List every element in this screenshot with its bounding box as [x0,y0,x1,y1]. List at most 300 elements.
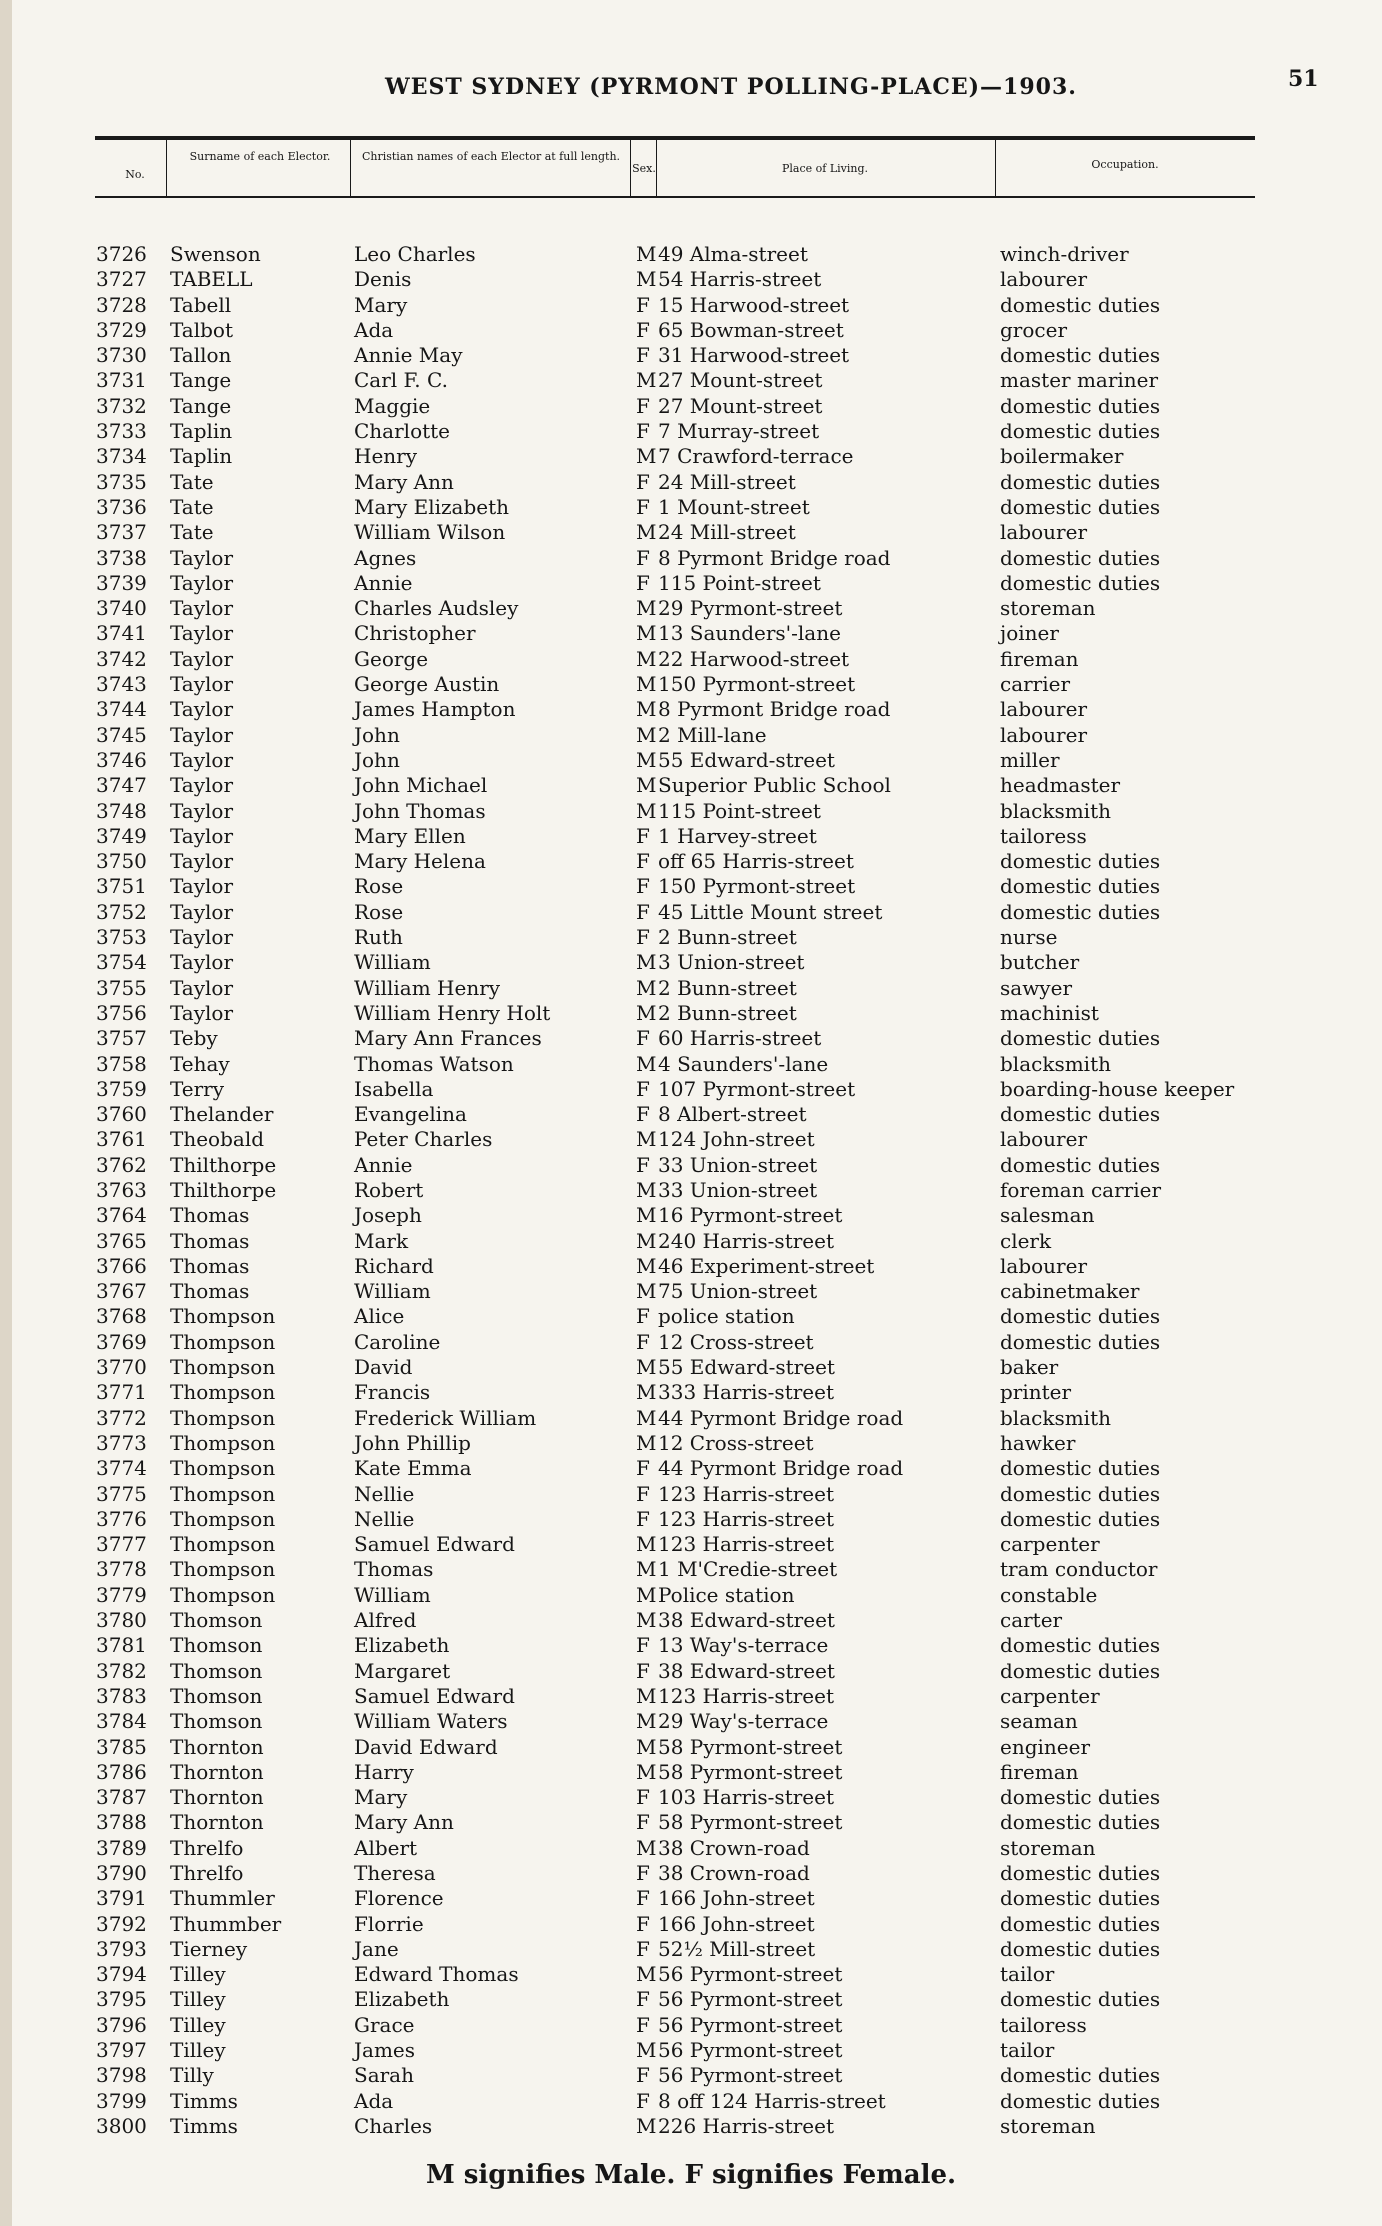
elector-sex: F [636,849,650,874]
elector-sex: F [636,1658,650,1683]
elector-sex: M [636,1405,657,1430]
elector-place-of-living: 15 Harwood-street [658,292,850,317]
elector-christian-names: Richard [354,1253,434,1278]
elector-place-of-living: 56 Pyrmont-street [658,2038,843,2063]
elector-surname: Thompson [170,1405,276,1430]
elector-occupation: boarding-house keeper [1000,1076,1235,1101]
table-row [0,318,1382,343]
elector-sex: M [636,444,657,469]
elector-number: 3733 [96,419,147,444]
elector-place-of-living: 56 Pyrmont-street [658,2012,843,2037]
elector-christian-names: Mary Ann [354,1810,454,1835]
elector-occupation: domestic duties [1000,1810,1161,1835]
elector-sex: F [636,1785,650,1810]
col-header-surname: Surname of each Elector. [189,150,331,163]
elector-place-of-living: 8 Albert-street [658,1102,807,1127]
elector-christian-names: James Hampton [354,697,516,722]
elector-surname: Tilly [170,2063,214,2088]
elector-surname: Tilley [170,2038,226,2063]
elector-number: 3778 [96,1557,147,1582]
elector-surname: Taylor [170,621,234,646]
elector-surname: Thornton [170,1734,264,1759]
elector-place-of-living: 65 Bowman-street [658,317,844,342]
table-row [0,1456,1382,1481]
elector-surname: Thilthorpe [170,1152,277,1177]
table-row [0,1229,1382,1254]
elector-christian-names: Florrie [354,1911,424,1936]
elector-christian-names: Annie [354,570,413,595]
elector-place-of-living: 150 Pyrmont-street [658,874,856,899]
elector-place-of-living: 58 Pyrmont-street [658,1734,843,1759]
elector-place-of-living: 8 off 124 Harris-street [658,2088,886,2113]
elector-number: 3780 [96,1608,147,1633]
elector-occupation: labourer [1000,1127,1088,1152]
elector-place-of-living: 55 Edward-street [658,1355,835,1380]
elector-sex: F [636,1987,650,2012]
elector-christian-names: William Henry [354,975,501,1000]
elector-number: 3795 [96,1987,147,2012]
page-title: WEST SYDNEY (PYRMONT POLLING-PLACE)—1903. [385,74,1077,100]
elector-place-of-living: 1 Mount-street [658,494,810,519]
elector-occupation: domestic duties [1000,1506,1161,1531]
elector-christian-names: Charles [354,2113,433,2138]
elector-sex: F [636,1633,650,1658]
table-row [0,874,1382,899]
elector-sex: M [636,1759,657,1784]
elector-number: 3782 [96,1658,147,1683]
table-row [0,242,1382,267]
table-row [0,293,1382,318]
elector-christian-names: Rose [354,874,404,899]
elector-christian-names: Nellie [354,1481,415,1506]
elector-place-of-living: 27 Mount-street [658,368,823,393]
elector-occupation: domestic duties [1000,1936,1161,1961]
elector-occupation: domestic duties [1000,1861,1161,1885]
elector-surname: Thompson [170,1456,276,1481]
table-row [0,1836,1382,1861]
elector-christian-names: John [354,722,400,747]
elector-occupation: tailoress [1000,823,1087,848]
elector-surname: Tilley [170,1987,226,2012]
elector-number: 3739 [96,570,147,595]
table-row [0,1684,1382,1709]
elector-sex: M [636,747,657,772]
elector-place-of-living: 22 Harwood-street [658,646,850,671]
elector-place-of-living: 103 Harris-street [658,1785,835,1810]
elector-surname: Taylor [170,570,234,595]
elector-surname: Thomson [170,1658,263,1683]
elector-place-of-living: 49 Alma-street [658,242,808,266]
elector-place-of-living: 27 Mount-street [658,393,823,418]
elector-occupation: domestic duties [1000,1886,1161,1911]
elector-number: 3790 [96,1861,147,1885]
elector-sex: F [636,1026,650,1051]
elector-number: 3792 [96,1911,147,1936]
elector-christian-names: John Michael [354,773,488,798]
elector-place-of-living: 115 Point-street [658,798,821,823]
elector-number: 3754 [96,950,147,975]
elector-sex: M [636,1000,657,1025]
elector-number: 3773 [96,1430,147,1455]
table-row [0,1886,1382,1911]
elector-occupation: domestic duties [1000,899,1161,924]
elector-place-of-living: 16 Pyrmont-street [658,1203,843,1228]
elector-occupation: domestic duties [1000,1026,1161,1051]
elector-occupation: domestic duties [1000,2088,1161,2113]
elector-surname: Taylor [170,823,234,848]
elector-number: 3740 [96,596,147,621]
elector-surname: Thomson [170,1608,263,1633]
elector-christian-names: Mark [354,1228,409,1253]
elector-sex: F [636,1102,650,1127]
elector-number: 3744 [96,697,147,722]
elector-christian-names: Charlotte [354,419,451,444]
table-row [0,343,1382,368]
elector-place-of-living: 75 Union-street [658,1279,818,1304]
elector-place-of-living: 52½ Mill-street [658,1936,816,1961]
elector-number: 3751 [96,874,147,899]
table-row [0,520,1382,545]
elector-occupation: winch-driver [1000,242,1129,266]
elector-surname: Thompson [170,1481,276,1506]
elector-occupation: printer [1000,1380,1072,1405]
elector-christian-names: Carl F. C. [354,368,448,393]
elector-occupation: domestic duties [1000,1481,1161,1506]
table-row [0,1254,1382,1279]
elector-sex: M [636,773,657,798]
elector-number: 3758 [96,1051,147,1076]
table-row [0,925,1382,950]
elector-surname: Timms [170,2088,238,2113]
table-row [0,672,1382,697]
elector-surname: Thornton [170,1785,264,1810]
elector-christian-names: James [354,2038,416,2063]
table-row [0,419,1382,444]
elector-place-of-living: 56 Pyrmont-street [658,2063,843,2088]
col-header-christian: Christian names of each Elector at full length. [361,150,621,163]
elector-surname: Thompson [170,1430,276,1455]
elector-christian-names: Maggie [354,393,431,418]
elector-occupation: carpenter [1000,1683,1100,1708]
elector-occupation: salesman [1000,1203,1095,1228]
elector-occupation: tailoress [1000,2012,1087,2037]
elector-sex: M [636,267,657,292]
elector-sex: M [636,697,657,722]
elector-number: 3787 [96,1785,147,1810]
elector-place-of-living: 58 Pyrmont-street [658,1759,843,1784]
elector-place-of-living: 31 Harwood-street [658,343,850,368]
elector-occupation: storeman [1000,596,1096,621]
elector-sex: F [636,1886,650,1911]
elector-place-of-living: 226 Harris-street [658,2113,835,2138]
elector-place-of-living: 54 Harris-street [658,267,822,292]
table-row [0,1077,1382,1102]
elector-number: 3776 [96,1506,147,1531]
table-row [0,647,1382,672]
elector-sex: M [636,1380,657,1405]
elector-christian-names: Harry [354,1759,414,1784]
elector-number: 3771 [96,1380,147,1405]
table-row [0,1380,1382,1405]
elector-sex: F [636,494,650,519]
page-number: 51 [1288,66,1319,92]
table-row [0,1406,1382,1431]
table-row [0,1785,1382,1810]
elector-number: 3765 [96,1228,147,1253]
elector-place-of-living: 7 Murray-street [658,419,820,444]
elector-number: 3798 [96,2063,147,2088]
elector-occupation: domestic duties [1000,570,1161,595]
table-row [0,1127,1382,1152]
table-row [0,748,1382,773]
elector-number: 3748 [96,798,147,823]
elector-occupation: seaman [1000,1709,1078,1734]
elector-occupation: domestic duties [1000,1304,1161,1329]
elector-number: 3749 [96,823,147,848]
table-row [0,1735,1382,1760]
elector-occupation: constable [1000,1582,1098,1607]
elector-occupation: domestic duties [1000,1911,1161,1936]
elector-place-of-living: police station [658,1304,795,1329]
elector-sex: F [636,2088,650,2113]
elector-surname: Thornton [170,1810,264,1835]
elector-place-of-living: 13 Way's-terrace [658,1633,829,1658]
elector-christian-names: Isabella [354,1076,434,1101]
elector-place-of-living: 124 John-street [658,1127,815,1152]
elector-sex: F [636,2063,650,2088]
elector-occupation: machinist [1000,1000,1099,1025]
elector-christian-names: Ada [354,2088,394,2113]
table-row [0,976,1382,1001]
elector-sex: M [636,1203,657,1228]
elector-sex: M [636,1430,657,1455]
elector-christian-names: Annie [354,1152,413,1177]
elector-christian-names: Elizabeth [354,1633,450,1658]
elector-surname: Threlfo [170,1861,244,1885]
table-row [0,849,1382,874]
elector-place-of-living: 115 Point-street [658,570,821,595]
elector-sex: F [636,469,650,494]
elector-occupation: nurse [1000,925,1058,950]
elector-occupation: labourer [1000,267,1088,292]
elector-number: 3729 [96,317,147,342]
elector-surname: TABELL [170,267,253,292]
elector-sex: F [636,1810,650,1835]
elector-occupation: storeman [1000,1835,1096,1860]
elector-place-of-living: 12 Cross-street [658,1329,814,1354]
elector-occupation: domestic duties [1000,545,1161,570]
elector-place-of-living: 123 Harris-street [658,1481,835,1506]
elector-place-of-living: 24 Mill-street [658,469,796,494]
elector-occupation: clerk [1000,1228,1052,1253]
elector-surname: Tilley [170,1962,226,1987]
elector-surname: Timms [170,2113,238,2138]
elector-occupation: domestic duties [1000,1658,1161,1683]
elector-christian-names: William Henry Holt [354,1000,551,1025]
elector-occupation: sawyer [1000,975,1073,1000]
elector-surname: Thompson [170,1355,276,1380]
elector-christian-names: Alice [354,1304,405,1329]
elector-sex: F [636,2012,650,2037]
table-row [0,1937,1382,1962]
elector-sex: F [636,570,650,595]
table-row [0,1153,1382,1178]
elector-occupation: labourer [1000,1253,1088,1278]
elector-christian-names: Rose [354,899,404,924]
elector-occupation: carrier [1000,672,1071,697]
elector-christian-names: Leo Charles [354,242,476,266]
table-row [0,723,1382,748]
elector-place-of-living: 1 M'Credie-street [658,1557,838,1582]
elector-number: 3767 [96,1279,147,1304]
table-row [0,1557,1382,1582]
elector-place-of-living: Superior Public School [658,773,891,798]
elector-number: 3768 [96,1304,147,1329]
elector-christian-names: Robert [354,1177,424,1202]
elector-sex: M [636,2038,657,2063]
elector-christian-names: William Waters [354,1709,508,1734]
table-row [0,824,1382,849]
elector-occupation: butcher [1000,950,1080,975]
elector-number: 3737 [96,520,147,545]
table-row [0,1912,1382,1937]
elector-number: 3772 [96,1405,147,1430]
elector-christian-names: Thomas Watson [354,1051,514,1076]
elector-number: 3763 [96,1177,147,1202]
elector-surname: Taylor [170,798,234,823]
table-row [0,1102,1382,1127]
elector-christian-names: William [354,950,431,975]
elector-place-of-living: 38 Crown-road [658,1861,810,1885]
elector-number: 3762 [96,1152,147,1177]
elector-christian-names: Mary [354,1785,408,1810]
elector-sex: F [636,874,650,899]
elector-surname: Tierney [170,1936,248,1961]
elector-surname: Taylor [170,874,234,899]
elector-place-of-living: 56 Pyrmont-street [658,1962,843,1987]
elector-place-of-living: 38 Edward-street [658,1658,835,1683]
elector-sex: F [636,823,650,848]
elector-christian-names: John Thomas [354,798,486,823]
table-row [0,1810,1382,1835]
elector-occupation: engineer [1000,1734,1091,1759]
elector-number: 3755 [96,975,147,1000]
elector-number: 3742 [96,646,147,671]
elector-sex: M [636,520,657,545]
elector-number: 3735 [96,469,147,494]
elector-christian-names: Evangelina [354,1102,467,1127]
elector-christian-names: Joseph [354,1203,422,1228]
table-row [0,1608,1382,1633]
elector-christian-names: David [354,1355,413,1380]
elector-occupation: domestic duties [1000,1456,1161,1481]
table-row [0,1760,1382,1785]
elector-sex: M [636,1709,657,1734]
table-row [0,799,1382,824]
elector-sex: F [636,545,650,570]
elector-place-of-living: 55 Edward-street [658,747,835,772]
elector-sex: F [636,343,650,368]
elector-christian-names: Kate Emma [354,1456,472,1481]
table-row [0,1987,1382,2012]
elector-christian-names: Samuel Edward [354,1683,515,1708]
elector-sex: M [636,1962,657,1987]
elector-christian-names: Mary [354,292,408,317]
elector-christian-names: Albert [354,1835,418,1860]
elector-sex: M [636,1582,657,1607]
elector-christian-names: William Wilson [354,520,506,545]
elector-surname: Thompson [170,1304,276,1329]
elector-place-of-living: 33 Union-street [658,1152,818,1177]
elector-christian-names: Caroline [354,1329,441,1354]
elector-place-of-living: 2 Bunn-street [658,1000,797,1025]
elector-sex: F [636,393,650,418]
table-row [0,2013,1382,2038]
elector-number: 3743 [96,672,147,697]
elector-christian-names: Agnes [354,545,417,570]
elector-surname: Tallon [170,343,232,368]
elector-number: 3774 [96,1456,147,1481]
elector-place-of-living: 29 Way's-terrace [658,1709,829,1734]
elector-place-of-living: 166 John-street [658,1886,815,1911]
table-row [0,1279,1382,1304]
table-row [0,1304,1382,1329]
table-row [0,1001,1382,1026]
elector-place-of-living: 150 Pyrmont-street [658,672,856,697]
elector-number: 3766 [96,1253,147,1278]
elector-surname: Terry [170,1076,225,1101]
header-rule-bottom [95,196,1255,198]
table-row [0,1482,1382,1507]
table-row [0,470,1382,495]
elector-sex: M [636,1279,657,1304]
elector-place-of-living: 8 Pyrmont Bridge road [658,545,891,570]
elector-sex: F [636,1152,650,1177]
elector-surname: Tate [170,469,214,494]
table-row [0,773,1382,798]
elector-surname: Thelander [170,1102,274,1127]
elector-place-of-living: 13 Saunders'-lane [658,621,841,646]
elector-place-of-living: 8 Pyrmont Bridge road [658,697,891,722]
elector-place-of-living: 2 Mill-lane [658,722,767,747]
elector-number: 3731 [96,368,147,393]
elector-christian-names: Theresa [354,1861,436,1885]
elector-occupation: domestic duties [1000,1987,1161,2012]
elector-occupation: blacksmith [1000,798,1111,823]
elector-occupation: blacksmith [1000,1051,1111,1076]
elector-surname: Taylor [170,545,234,570]
table-row [0,1633,1382,1658]
table-row [0,1709,1382,1734]
elector-place-of-living: 2 Bunn-street [658,975,797,1000]
elector-sex: F [636,899,650,924]
elector-surname: Tate [170,520,214,545]
elector-number: 3783 [96,1683,147,1708]
elector-christian-names: Ruth [354,925,403,950]
elector-christian-names: Samuel Edward [354,1532,515,1557]
elector-number: 3779 [96,1582,147,1607]
elector-sex: M [636,1253,657,1278]
elector-sex: F [636,419,650,444]
elector-number: 3761 [96,1127,147,1152]
elector-occupation: domestic duties [1000,1152,1161,1177]
col-header-no: No. [125,168,145,181]
elector-number: 3793 [96,1936,147,1961]
elector-christian-names: William [354,1582,431,1607]
elector-number: 3738 [96,545,147,570]
elector-surname: Theobald [170,1127,265,1152]
elector-surname: Thummler [170,1886,275,1911]
